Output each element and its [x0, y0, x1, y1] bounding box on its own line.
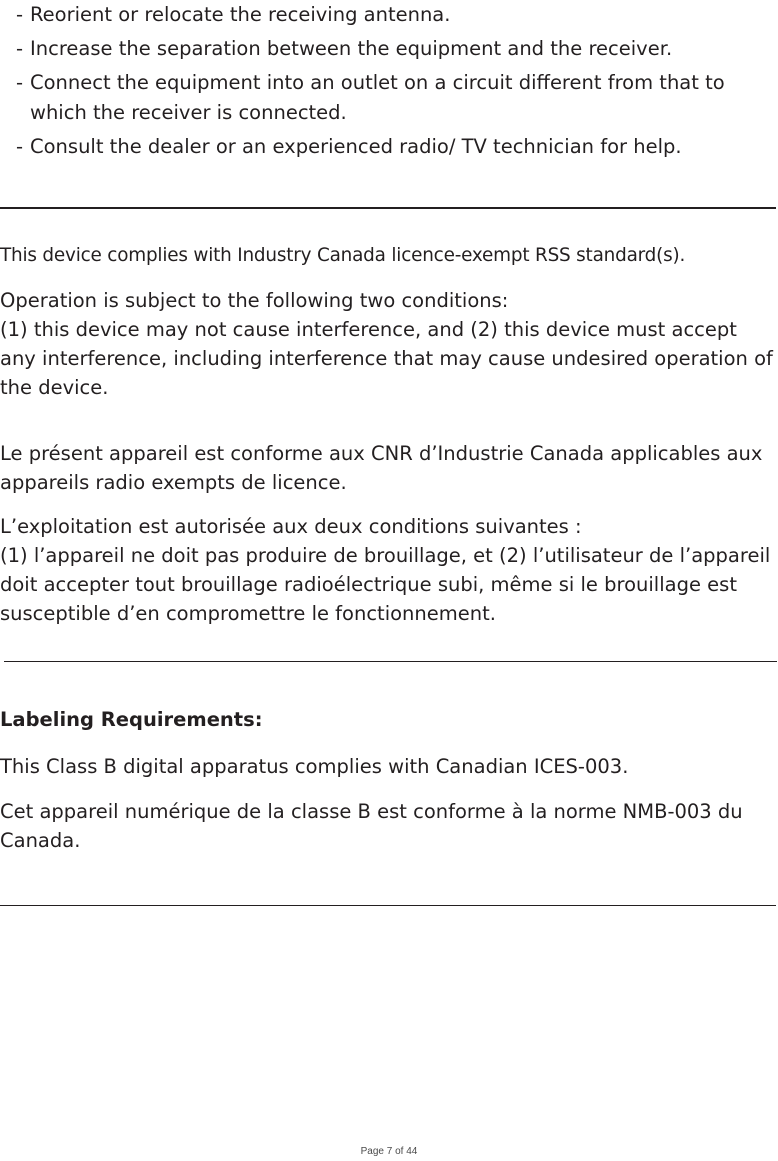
ic-compliance-statement-fr: Le présent appareil est conforme aux CNR d’Industrie Canada applicables aux appareils radio exempts de licence. [0, 442, 763, 494]
list-item-text: Consult the dealer or an experienced radio/ TV technician for help. [30, 135, 682, 158]
interference-measures-list [16, 0, 776, 166]
ic-operation-conditions-fr: (1) l’appareil ne doit pas produire de brouillage, et (2) l’utilisateur de l’appareil doit accepter tout brouillage radioélectrique subi, même si le brouillage est susceptible d’en compromettre le fonctionnement. [0, 544, 771, 625]
list-item-text: Connect the equipment into an outlet on a circuit different from that to which the receiver is connected. [30, 71, 725, 124]
bullet-dash: - [16, 37, 24, 60]
list-item-text: Increase the separation between the equipment and the receiver. [30, 37, 673, 60]
labeling-statement-fr: Cet appareil numérique de la classe B est conforme à la norme NMB-003 du Canada. [0, 800, 743, 852]
list-item [16, 0, 776, 30]
list-item [16, 68, 776, 128]
section-divider [0, 905, 776, 906]
ic-compliance-statement-en: This device complies with Industry Canada licence-exempt RSS standard(s). [0, 245, 686, 266]
ic-operation-conditions-title-fr: L’exploitation est autorisée aux deux conditions suivantes : [0, 515, 582, 538]
list-item [16, 34, 776, 64]
labeling-requirements-heading: Labeling Requirements: [0, 708, 263, 731]
page-number: Page 7 of 44 [360, 1146, 418, 1157]
bullet-dash: - [16, 71, 24, 94]
section-divider [4, 661, 777, 662]
labeling-statement-en: This Class B digital apparatus complies with Canadian ICES-003. [0, 755, 629, 778]
ic-operation-conditions-title-en: Operation is subject to the following two conditions: [0, 289, 509, 312]
list-item-text: Reorient or relocate the receiving antenna. [30, 3, 451, 26]
bullet-dash: - [16, 135, 24, 158]
ic-operation-conditions-en: (1) this device may not cause interference, and (2) this device must accept any interference, including interference that may cause undesired operation of the device. [0, 318, 773, 399]
section-divider [0, 207, 776, 209]
bullet-dash: - [16, 3, 24, 26]
list-item [16, 132, 776, 162]
